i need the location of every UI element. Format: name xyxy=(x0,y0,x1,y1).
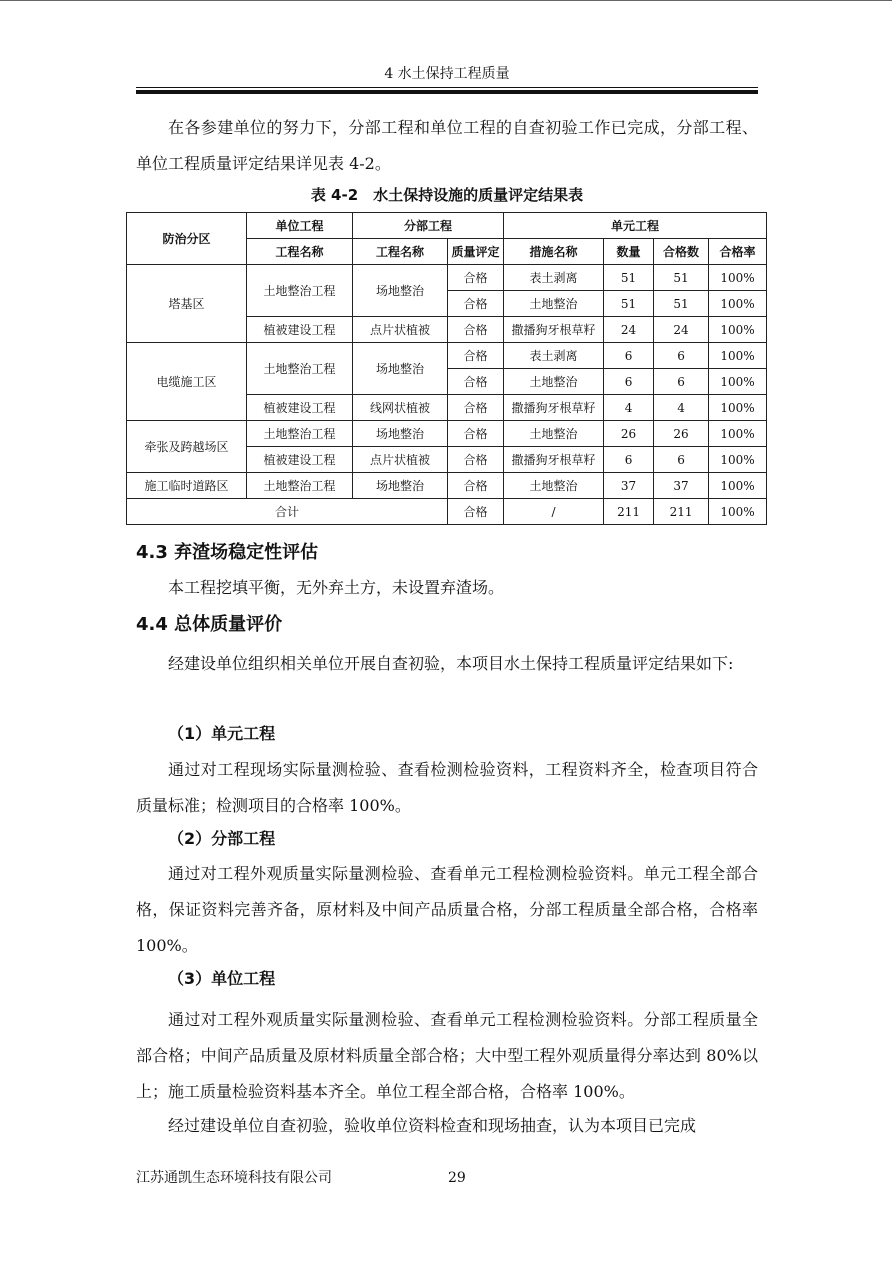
table-header-row xyxy=(127,213,767,239)
quality-assessment-table xyxy=(126,212,767,525)
col-header-measure: 措施名称 xyxy=(504,239,604,265)
col-header-zone: 防治分区 xyxy=(127,213,247,265)
total-quality-cell: 合格 xyxy=(448,499,504,525)
col-header-element: 单元工程 xyxy=(504,213,767,239)
qualified-cell: 6 xyxy=(654,369,709,395)
quality-cell: 合格 xyxy=(448,265,504,291)
section-4-3-paragraph: 本工程挖填平衡，无外弃土方，未设置弃渣场。 xyxy=(168,578,505,597)
part-cell: 点片状植被 xyxy=(353,447,448,473)
total-measure-cell: / xyxy=(504,499,604,525)
part-cell: 线网状植被 xyxy=(353,395,448,421)
unit-cell: 土地整治工程 xyxy=(247,343,353,395)
count-cell: 6 xyxy=(604,343,654,369)
total-qualified-cell: 211 xyxy=(654,499,709,525)
rate-cell: 100% xyxy=(709,447,767,473)
unit-cell: 植被建设工程 xyxy=(247,395,353,421)
measure-cell: 土地整治 xyxy=(504,291,604,317)
header-rule-thick xyxy=(136,90,758,94)
col-header-unit-name: 工程名称 xyxy=(247,239,353,265)
unit-cell: 土地整治工程 xyxy=(247,265,353,317)
count-cell: 26 xyxy=(604,421,654,447)
count-cell: 37 xyxy=(604,473,654,499)
part-cell: 场地整治 xyxy=(353,421,448,447)
qualified-cell: 51 xyxy=(654,265,709,291)
col-header-rate: 合格率 xyxy=(709,239,767,265)
quality-cell: 合格 xyxy=(448,343,504,369)
subheading-unit-element: （1）单元工程 xyxy=(168,724,276,743)
zone-cell: 施工临时道路区 xyxy=(127,473,247,499)
col-header-qualified: 合格数 xyxy=(654,239,709,265)
zone-cell: 塔基区 xyxy=(127,265,247,343)
rate-cell: 100% xyxy=(709,369,767,395)
rate-cell: 100% xyxy=(709,343,767,369)
unit-cell: 植被建设工程 xyxy=(247,317,353,343)
measure-cell: 土地整治 xyxy=(504,369,604,395)
table-row xyxy=(127,265,767,291)
measure-cell: 撒播狗牙根草籽 xyxy=(504,317,604,343)
quality-cell: 合格 xyxy=(448,473,504,499)
quality-cell: 合格 xyxy=(448,421,504,447)
unit-cell: 土地整治工程 xyxy=(247,421,353,447)
count-cell: 4 xyxy=(604,395,654,421)
quality-cell: 合格 xyxy=(448,447,504,473)
measure-cell: 土地整治 xyxy=(504,421,604,447)
table-row xyxy=(127,473,767,499)
page-number: 29 xyxy=(448,1170,466,1186)
count-cell: 6 xyxy=(604,447,654,473)
col-header-part-quality: 质量评定 xyxy=(448,239,504,265)
subsection-3-paragraph: 通过对工程外观质量实际量测检验、查看单元工程检测检验资料。分部工程质量全部合格；中间产品质量及原材料质量全部合格；大中型工程外观质量得分率达到 80%以上；施工质量检验资料基本齐全。单位工程全部合格，合格率 100%。 xyxy=(136,1010,758,1101)
qualified-cell: 6 xyxy=(654,343,709,369)
rate-cell: 100% xyxy=(709,395,767,421)
measure-cell: 撒播狗牙根草籽 xyxy=(504,395,604,421)
col-header-part: 分部工程 xyxy=(353,213,504,239)
subheading-part-project: （2）分部工程 xyxy=(168,829,276,848)
section-heading-4-3: 4.3 弃渣场稳定性评估 xyxy=(136,542,319,563)
rate-cell: 100% xyxy=(709,421,767,447)
table-title: 表 4-2 水土保持设施的质量评定结果表 xyxy=(310,186,584,204)
closing-paragraph: 经过建设单位自查初验，验收单位资料检查和现场抽查，认为本项目已完成 xyxy=(168,1116,697,1135)
header-rule-thin xyxy=(136,87,758,88)
total-rate-cell: 100% xyxy=(709,499,767,525)
rate-cell: 100% xyxy=(709,317,767,343)
count-cell: 51 xyxy=(604,291,654,317)
part-cell: 场地整治 xyxy=(353,473,448,499)
col-header-part-name: 工程名称 xyxy=(353,239,448,265)
measure-cell: 土地整治 xyxy=(504,473,604,499)
subheading-unit-project: （3）单位工程 xyxy=(168,969,276,988)
running-header: 4 水土保持工程质量 xyxy=(384,66,510,82)
measure-cell: 撒播狗牙根草籽 xyxy=(504,447,604,473)
part-cell: 场地整治 xyxy=(353,343,448,395)
total-count-cell: 211 xyxy=(604,499,654,525)
rate-cell: 100% xyxy=(709,473,767,499)
zone-cell: 牵张及跨越场区 xyxy=(127,421,247,473)
col-header-count: 数量 xyxy=(604,239,654,265)
qualified-cell: 26 xyxy=(654,421,709,447)
part-cell: 场地整治 xyxy=(353,265,448,317)
table-total-row xyxy=(127,499,767,525)
intro-paragraph: 在各参建单位的努力下，分部工程和单位工程的自查初验工作已完成，分部工程、单位工程质量评定结果详见表 4-2。 xyxy=(136,118,758,173)
qualified-cell: 6 xyxy=(654,447,709,473)
subsection-1-paragraph: 通过对工程现场实际量测检验、查看检测检验资料，工程资料齐全，检查项目符合质量标准；检测项目的合格率 100%。 xyxy=(136,760,758,815)
table-row xyxy=(127,421,767,447)
quality-cell: 合格 xyxy=(448,291,504,317)
zone-cell: 电缆施工区 xyxy=(127,343,247,421)
table-row xyxy=(127,343,767,369)
qualified-cell: 4 xyxy=(654,395,709,421)
qualified-cell: 24 xyxy=(654,317,709,343)
col-header-unit: 单位工程 xyxy=(247,213,353,239)
quality-cell: 合格 xyxy=(448,395,504,421)
rate-cell: 100% xyxy=(709,265,767,291)
count-cell: 24 xyxy=(604,317,654,343)
measure-cell: 表土剥离 xyxy=(504,343,604,369)
subsection-2-paragraph: 通过对工程外观质量实际量测检验、查看单元工程检测检验资料。单元工程全部合格，保证资料完善齐备，原材料及中间产品质量合格，分部工程质量全部合格，合格率 100%。 xyxy=(136,864,758,955)
part-cell: 点片状植被 xyxy=(353,317,448,343)
measure-cell: 表土剥离 xyxy=(504,265,604,291)
total-label-cell: 合计 xyxy=(127,499,448,525)
count-cell: 51 xyxy=(604,265,654,291)
page-top-border xyxy=(0,0,892,1)
qualified-cell: 51 xyxy=(654,291,709,317)
unit-cell: 植被建设工程 xyxy=(247,447,353,473)
quality-cell: 合格 xyxy=(448,317,504,343)
unit-cell: 土地整治工程 xyxy=(247,473,353,499)
count-cell: 6 xyxy=(604,369,654,395)
footer-company: 江苏通凯生态环境科技有限公司 xyxy=(136,1170,332,1186)
quality-cell: 合格 xyxy=(448,369,504,395)
rate-cell: 100% xyxy=(709,291,767,317)
section-4-4-intro: 经建设单位组织相关单位开展自查初验，本项目水土保持工程质量评定结果如下: xyxy=(168,654,734,673)
qualified-cell: 37 xyxy=(654,473,709,499)
section-heading-4-4: 4.4 总体质量评价 xyxy=(136,614,283,635)
